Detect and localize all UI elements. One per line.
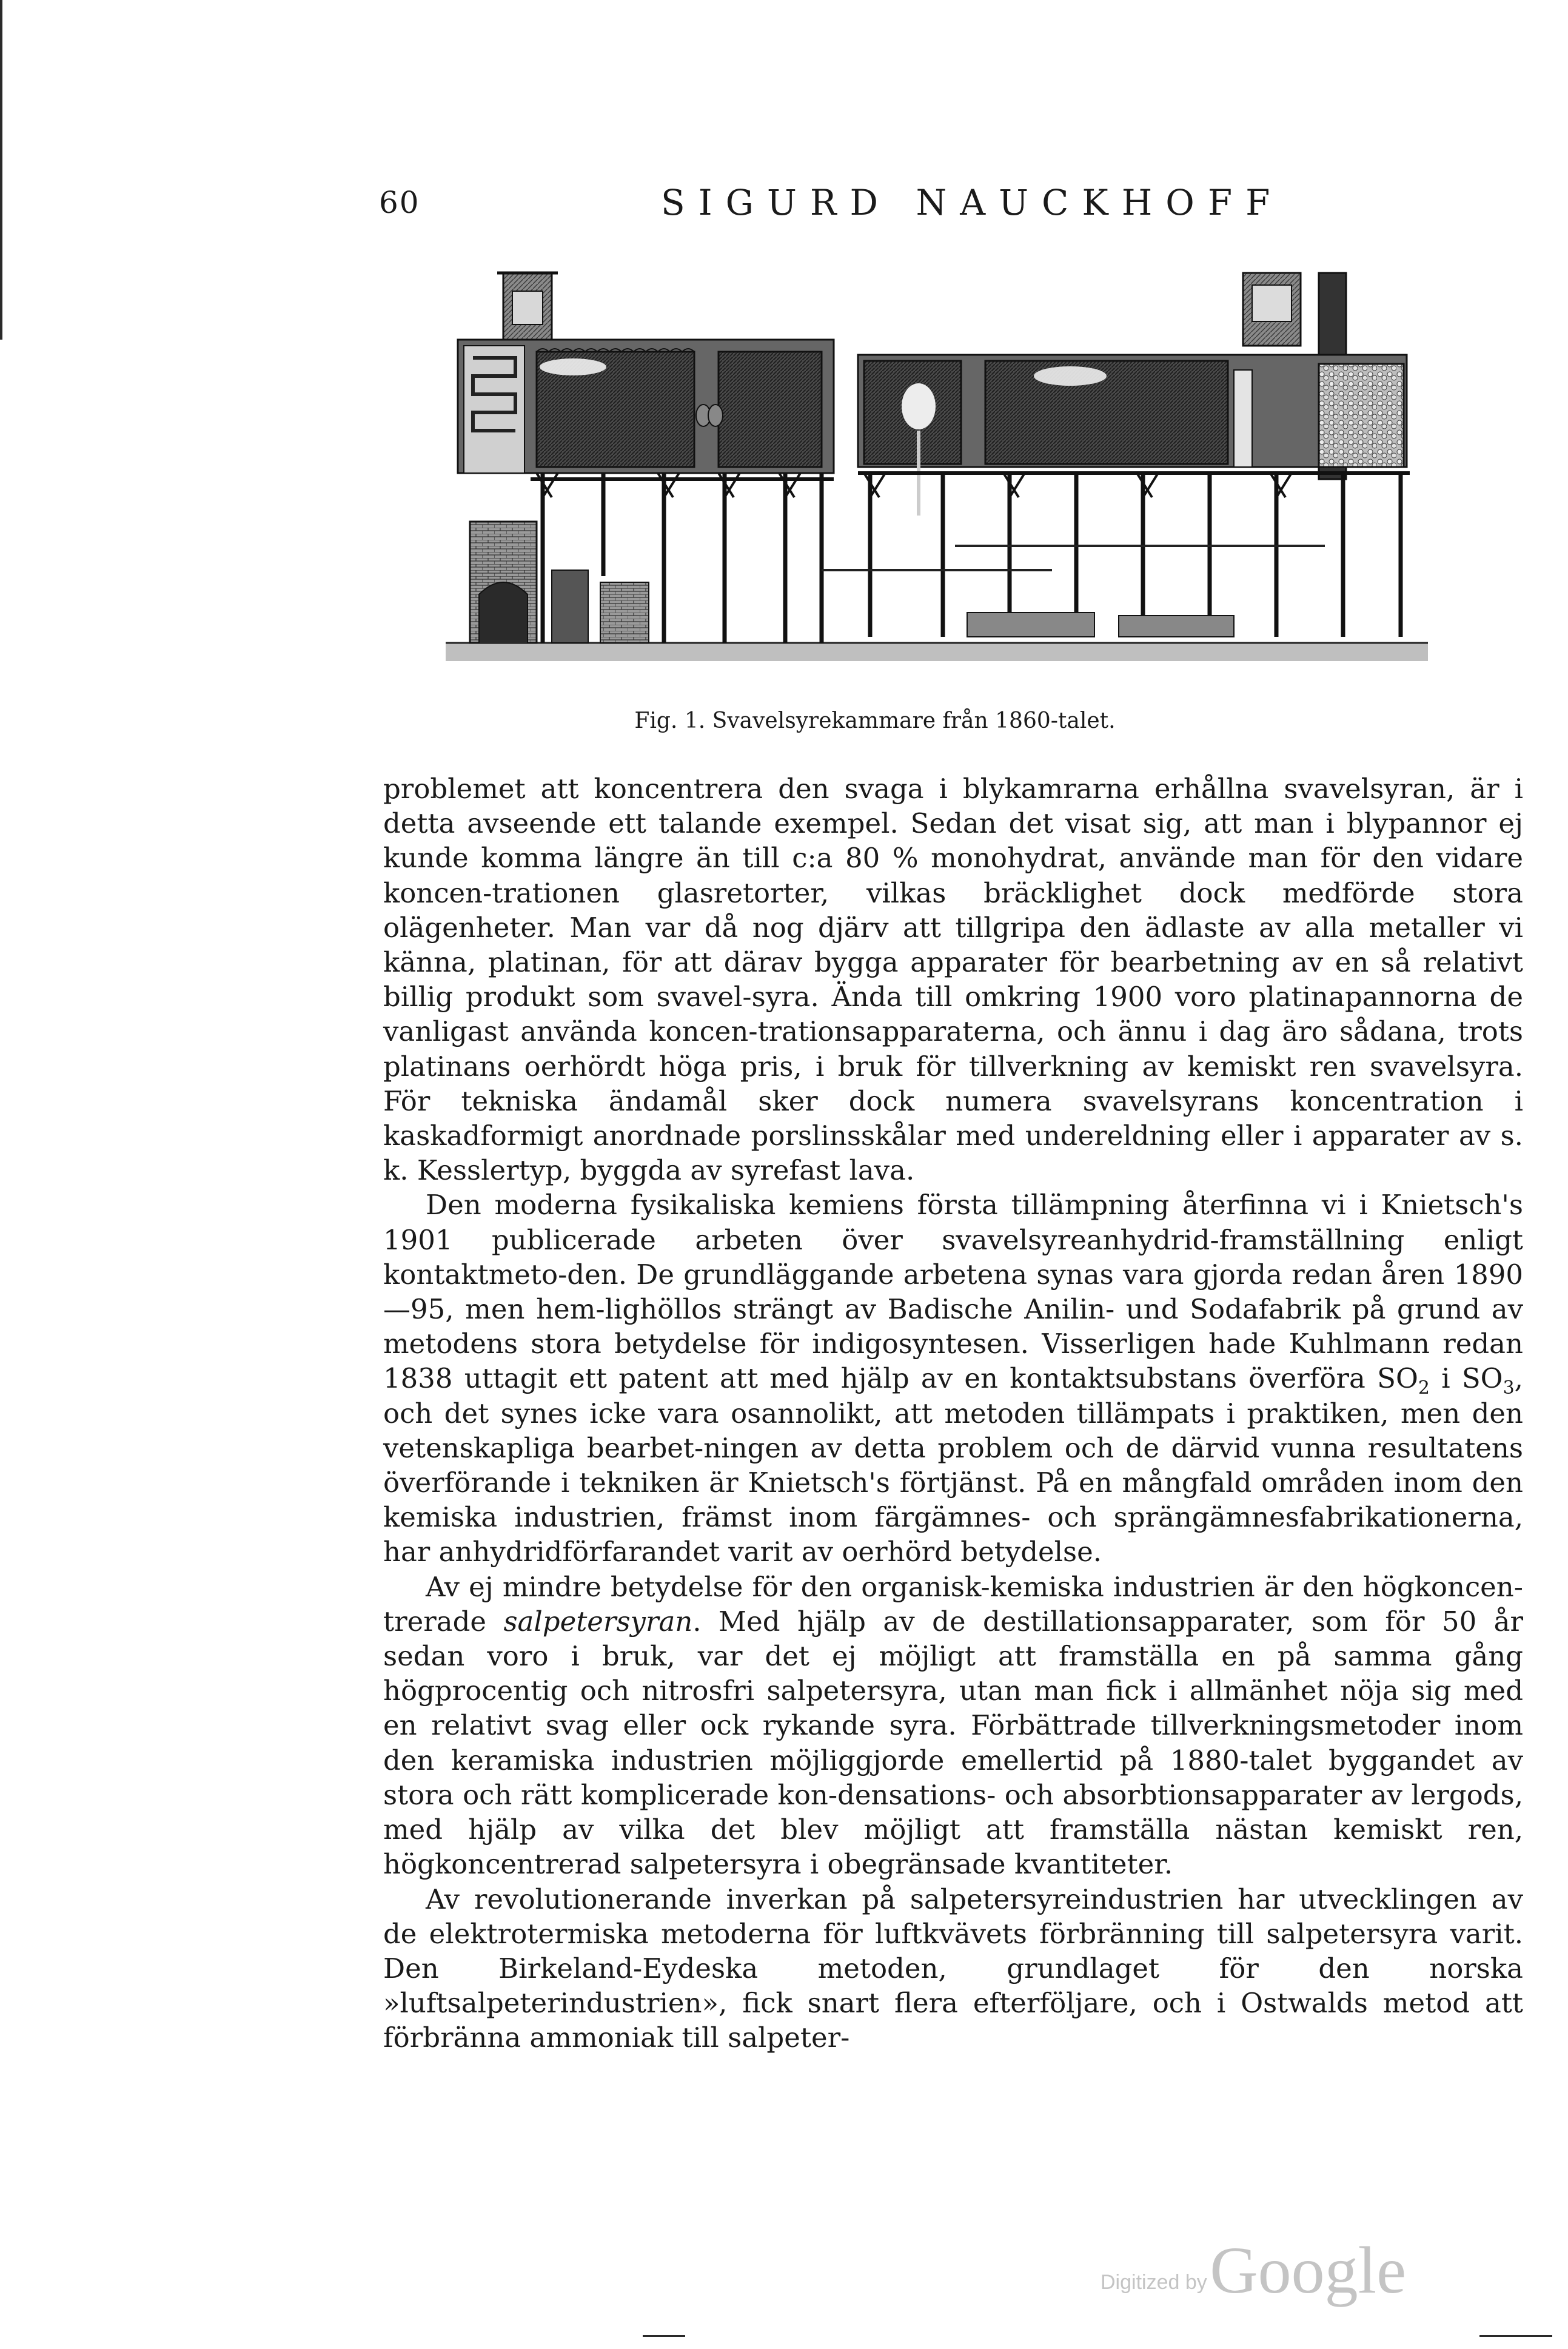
watermark-prefix: Digitized by xyxy=(1101,2271,1207,2294)
paragraph-3: Av ej mindre betydelse för den organisk-kemiska industrien är den högkoncen-trerade salpetersyran. Med hjälp av de destillationsapparater, som för 50 år sedan voro i bruk, var det ej möjligt att framställa en på samma gång högprocentig och nitrosfri salpetersyra, utan man fick i allmänhet nöja sig med en relativt svag eller ock rykande syra. Förbättrade tillverkningsmetoder inom den keramiska industrien möjliggjorde emellertid på 1880-talet byggandet av stora och rätt komplicerade kon-densations- och absorbtionsapparater av lergods, med hjälp av vilka det blev möjligt att framställa nästan kemiskt ren, högkoncentrerad salpetersyra i obegränsade kvantiteter. xyxy=(383,1570,1523,1881)
figure-illustration xyxy=(446,255,1428,673)
running-title: SIGURD NAUCKHOFF xyxy=(661,182,1284,223)
page-number: 60 xyxy=(379,185,420,220)
paragraph-1: problemet att koncentrera den svaga i blykamrarna erhållna svavelsyran, är i detta avseende ett talande exempel. Sedan det visat sig, att man i blypannor ej kunde komma längre än till c:a 80 % monohydrat, använde man för den vidare koncen-trationen glasretorter, vilkas bräcklighet dock medförde stora olägenheter. Man var då nog djärv att tillgripa den ädlaste av alla metaller vi känna, platinan, för att därav bygga apparater för bearbetning av en så relativt billig produkt som svavel-syra. Ända till omkring 1900 voro platinapannorna de vanligast använda koncen-trationsapparaterna, och ännu i dag äro sådana, trots platinans oerhördt höga pris, i bruk för tillverkning av kemiskt ren svavelsyra. För tekniska ändamål sker dock numera svavelsyrans koncentration i kaskadformigt anordnade porslinsskålar med undereldning eller i apparater av s. k. Kesslertyp, byggda av syrefast lava. xyxy=(383,773,1523,1187)
body-text xyxy=(383,771,1523,2055)
paragraph-4: Av revolutionerande inverkan på salpetersyreindustrien har utvecklingen av de elektrotermiska metoderna för luftkvävets förbränning till salpetersyra varit. Den Birkeland-Eydeska metoden, grundlaget för den norska »luftsalpeterindustrien», fick snart flera efterföljare, och i Ostwalds metod att förbränna ammoniak till salpeter- xyxy=(383,1883,1523,2054)
figure-caption: Fig. 1. Svavelsyrekammare från 1860-talet. xyxy=(634,708,1116,733)
sulfuric-acid-chamber-engraving xyxy=(446,255,1428,673)
scan-edge-mark xyxy=(1479,2335,1552,2337)
paragraph-2: Den moderna fysikaliska kemiens första tillämpning återfinna vi i Knietsch's 1901 publicerade arbeten över svavelsyreanhydrid-framställning enligt kontaktmeto-den. De grundläggande arbetena synas vara gjorda redan åren 1890—95, men hem-lighöllos strängt av Badische Anilin- und Sodafabrik på grund av metodens stora betydelse för indigosyntesen. Visserligen hade Kuhlmann redan 1838 uttagit ett patent att med hjälp av en kontaktsubstans överföra $SO_2$ i $SO_3$, och det synes icke vara osannolikt, att metoden tillämpats i praktiken, men den vetenskapliga bearbet-ningen av detta problem och de därvid vunna resultatens överförande i tekniken är Knietsch's förtjänst. På en mångfald områden inom den kemiska industrien, främst inom färgämnes- och sprängämnesfabrikationerna, har anhydridförfarandet varit av oerhörd betydelse. xyxy=(383,1189,1523,1568)
scan-edge-mark xyxy=(0,0,2,340)
scan-edge-mark xyxy=(643,2335,685,2337)
subscript: 2 xyxy=(1418,1377,1430,1399)
google-logo: Google xyxy=(1210,2233,1407,2307)
italic-term: salpetersyran xyxy=(503,1605,693,1638)
digitized-watermark xyxy=(1101,2232,1406,2309)
subscript: 3 xyxy=(1503,1377,1515,1399)
